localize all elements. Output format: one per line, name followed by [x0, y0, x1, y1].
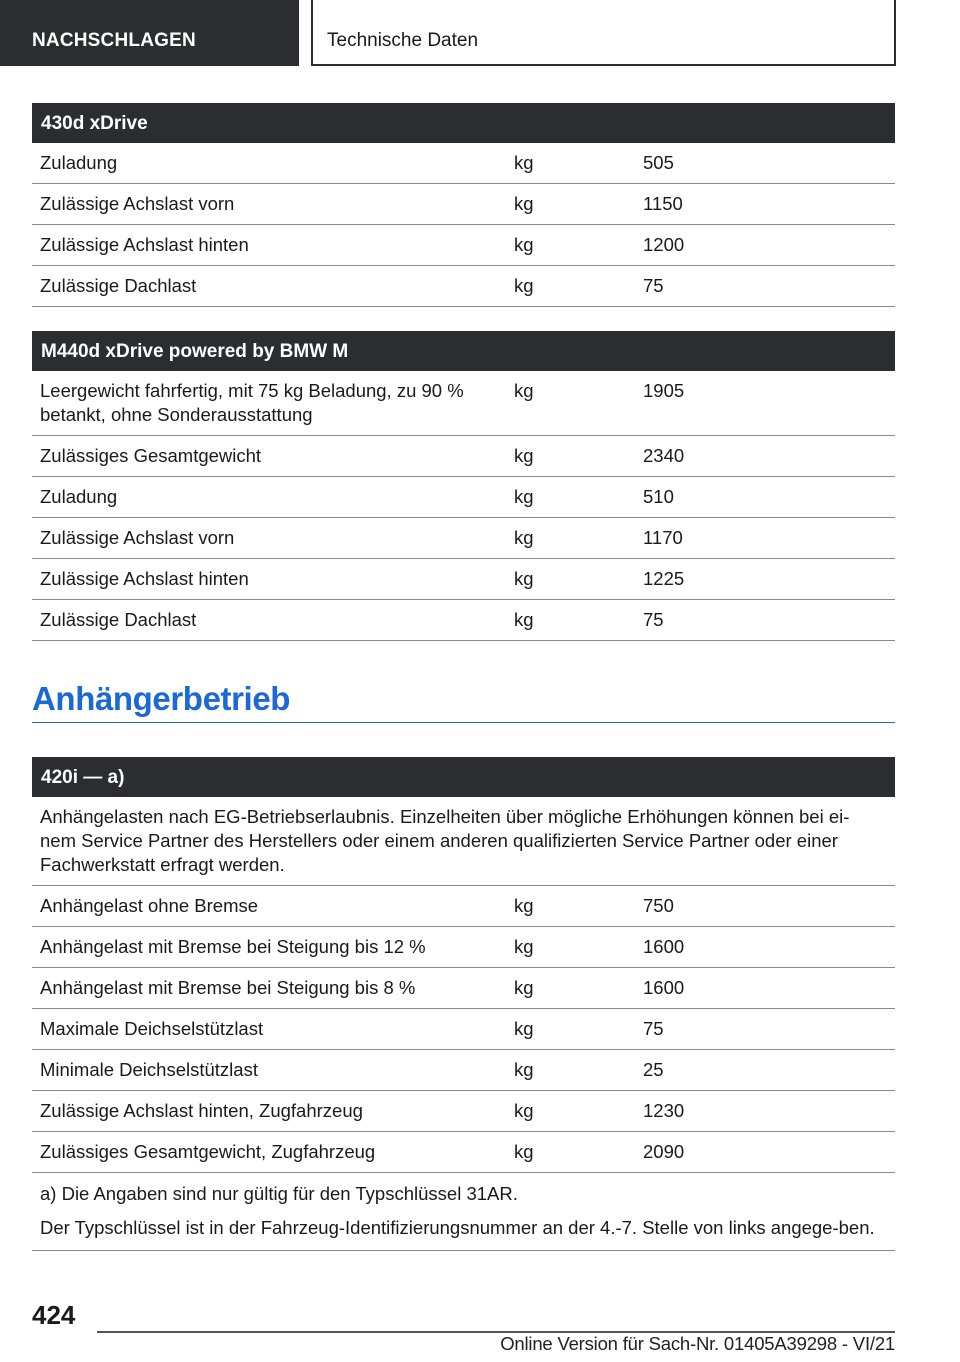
row-label: Zulässiges Gesamtgewicht	[40, 445, 262, 466]
row-label: Zulässiges Gesamtgewicht, Zugfahrzeug	[40, 1141, 376, 1162]
row-value: 75	[643, 1018, 664, 1039]
table-note-row	[32, 1173, 895, 1251]
row-label: Anhängelast mit Bremse bei Steigung bis 8 %	[40, 977, 416, 998]
table-title: M440d xDrive powered by BMW M	[32, 331, 895, 371]
table-row	[32, 143, 895, 184]
page-number: 424	[32, 1300, 76, 1330]
row-label: Zulässige Dachlast	[40, 609, 197, 630]
row-label: Anhängelast mit Bremse bei Steigung bis 12 %	[40, 936, 426, 957]
table-row	[32, 1009, 895, 1050]
row-value: 1600	[643, 936, 685, 957]
table-row	[32, 436, 895, 477]
row-value: 1170	[643, 527, 683, 548]
row-unit: kg	[514, 1018, 534, 1039]
row-label: Zulässige Achslast vorn	[40, 193, 235, 214]
page-header	[0, 0, 960, 66]
row-value: 25	[643, 1059, 664, 1080]
row-label: Anhängelast ohne Bremse	[40, 895, 259, 916]
row-value: 1200	[643, 234, 685, 255]
row-unit: kg	[514, 1059, 534, 1080]
table-row	[32, 477, 895, 518]
table-row	[32, 1050, 895, 1091]
row-value: 75	[643, 609, 664, 630]
table-intro-row	[32, 797, 895, 886]
row-unit: kg	[514, 568, 534, 589]
table-row	[32, 1091, 895, 1132]
row-unit: kg	[514, 380, 534, 401]
table-title: 430d xDrive	[32, 103, 895, 143]
row-value: 1150	[643, 193, 683, 214]
row-unit: kg	[514, 234, 534, 255]
row-unit: kg	[514, 445, 534, 466]
row-label: Zulässige Achslast hinten	[40, 568, 249, 589]
table-row	[32, 371, 895, 436]
row-value: 1905	[643, 380, 685, 401]
row-unit: kg	[514, 936, 534, 957]
footnote-a: a) Die Angaben sind nur gültig für den Typschlüssel 31AR.	[40, 1183, 518, 1204]
row-unit: kg	[514, 527, 534, 548]
section-tab: NACHSCHLAGEN	[0, 0, 299, 66]
row-label: Zulässige Dachlast	[40, 275, 197, 296]
row-value: 1230	[643, 1100, 685, 1121]
row-label: Zuladung	[40, 486, 118, 507]
table-row	[32, 184, 895, 225]
row-unit: kg	[514, 193, 534, 214]
row-unit: kg	[514, 486, 534, 507]
row-unit: kg	[514, 1141, 534, 1162]
section-heading: Anhängerbetrieb	[32, 674, 895, 723]
table-row	[32, 968, 895, 1009]
intro-text: Anhängelasten nach EG-Betriebserlaubnis. Einzelheiten über mögliche Erhöhungen können bei ei-nem Service Partner des Herstellers oder einem anderen qualifizierten Service Partner oder einer Fachwerkstatt erfragt werden.	[40, 806, 850, 875]
row-label: Zulässige Achslast hinten	[40, 234, 249, 255]
table-row	[32, 886, 895, 927]
row-unit: kg	[514, 275, 534, 296]
table-row	[32, 518, 895, 559]
row-label: Leergewicht fahrfertig, mit 75 kg Beladung, zu 90 % betankt, ohne Sonderausstattung	[40, 380, 464, 425]
table-430d-xdrive	[32, 103, 895, 307]
table-m440d-xdrive	[32, 331, 895, 641]
row-label: Minimale Deichselstützlast	[40, 1059, 258, 1080]
footnote-typschluessel: Der Typschlüssel ist in der Fahrzeug-Identifizierungsnummer an der 4.-7. Stelle von links angege-ben.	[40, 1217, 875, 1238]
table-row	[32, 600, 895, 641]
row-value: 505	[643, 152, 674, 173]
row-unit: kg	[514, 895, 534, 916]
table-row	[32, 927, 895, 968]
table-row	[32, 1132, 895, 1173]
chapter-title: Technische Daten	[311, 0, 896, 66]
row-label: Zulässige Achslast hinten, Zugfahrzeug	[40, 1100, 363, 1121]
row-unit: kg	[514, 609, 534, 630]
row-label: Maximale Deichselstützlast	[40, 1018, 264, 1039]
table-title: 420i — a)	[32, 757, 895, 797]
online-version-text: Online Version für Sach-Nr. 01405A39298 - VI/21	[500, 1333, 895, 1354]
table-row	[32, 266, 895, 307]
table-row	[32, 225, 895, 266]
row-value: 2340	[643, 445, 685, 466]
table-row	[32, 559, 895, 600]
row-label: Zuladung	[40, 152, 118, 173]
table-420i-trailer	[32, 757, 895, 1251]
row-value: 510	[643, 486, 674, 507]
row-unit: kg	[514, 977, 534, 998]
row-value: 750	[643, 895, 674, 916]
row-value: 2090	[643, 1141, 685, 1162]
row-unit: kg	[514, 152, 534, 173]
row-unit: kg	[514, 1100, 534, 1121]
row-label: Zulässige Achslast vorn	[40, 527, 235, 548]
row-value: 75	[643, 275, 664, 296]
row-value: 1225	[643, 568, 685, 589]
row-value: 1600	[643, 977, 685, 998]
